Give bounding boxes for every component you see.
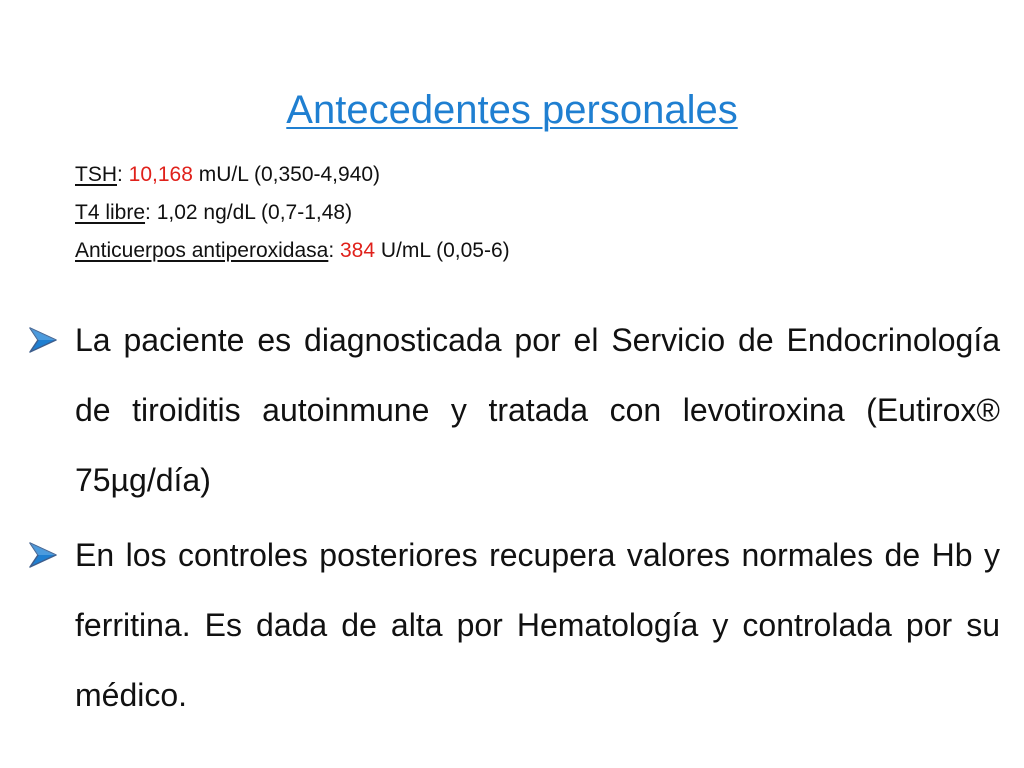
arrowhead-bullet-icon [28, 326, 58, 354]
lab-separator: : [145, 201, 157, 224]
bullet-text: La paciente es diagnosticada por el Servicio de Endocrinología de tiroiditis autoinmune y tratada con levotiroxina (Eutirox® 75µg/día) [75, 322, 1000, 498]
bullet-text: En los controles posteriores recupera valores normales de Hb y ferritina. Es dada de alta por Hematología y controlada por su médico. [75, 537, 1000, 713]
slide-title: Antecedentes personales [286, 88, 738, 132]
lab-value-highlight: 384 [340, 239, 376, 262]
lab-value-and-range: 1,02 ng/dL (0,7-1,48) [156, 201, 353, 224]
lab-results [75, 156, 510, 270]
lab-line-t4-libre [75, 194, 510, 232]
lab-line-anticuerpos [75, 232, 510, 270]
lab-separator: : [328, 239, 340, 262]
lab-unit-range: mU/L (0,350-4,940) [192, 163, 381, 186]
bullet-list [28, 305, 1000, 735]
lab-value-highlight: 10,168 [128, 163, 193, 186]
lab-name: Anticuerpos antiperoxidasa [75, 239, 329, 262]
lab-line-tsh [75, 156, 510, 194]
lab-unit-range: U/mL (0,05-6) [375, 239, 510, 262]
lab-name: TSH [75, 163, 117, 186]
lab-separator: : [117, 163, 129, 186]
bullet-item [28, 520, 1000, 730]
arrowhead-bullet-icon [28, 541, 58, 569]
lab-name: T4 libre [75, 201, 146, 224]
bullet-item [28, 305, 1000, 515]
